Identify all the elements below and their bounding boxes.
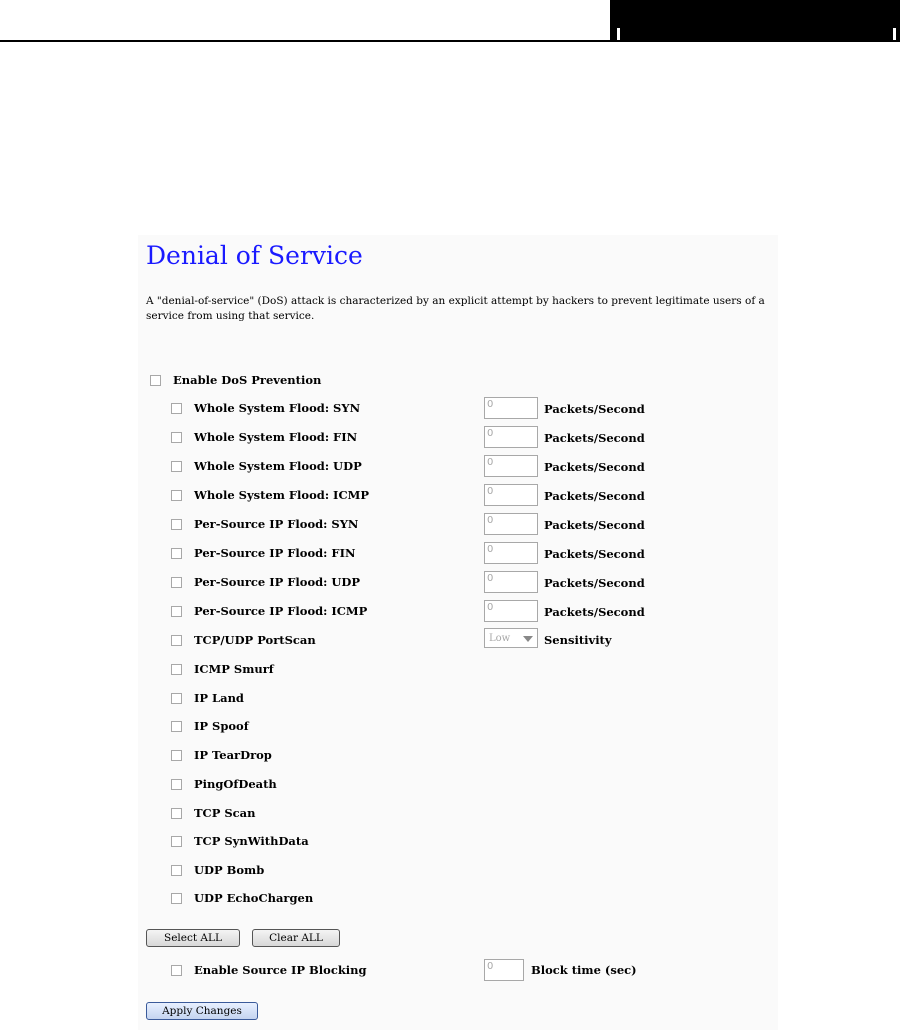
flood-checkbox[interactable] <box>171 461 182 472</box>
flood-rate-input[interactable]: 0 <box>484 571 538 593</box>
flood-label: Per-Source IP Flood: SYN <box>194 517 359 531</box>
attack-row <box>171 716 249 736</box>
attack-row <box>171 688 244 708</box>
attack-row <box>171 860 264 880</box>
attack-label: TCP SynWithData <box>194 834 309 848</box>
attack-label: UDP EchoChargen <box>194 891 314 905</box>
attack-checkbox[interactable] <box>171 693 182 704</box>
header-bar <box>610 0 900 40</box>
attack-checkbox[interactable] <box>171 750 182 761</box>
flood-rate-input[interactable]: 0 <box>484 484 538 506</box>
flood-row <box>171 398 360 418</box>
flood-row <box>171 456 362 476</box>
flood-label: Whole System Flood: FIN <box>194 430 358 444</box>
enable-dos-label: Enable DoS Prevention <box>173 373 322 387</box>
attack-checkbox[interactable] <box>171 808 182 819</box>
portscan-checkbox[interactable] <box>171 635 182 646</box>
page-title: Denial of Service <box>146 241 363 270</box>
page-description: A "denial-of-service" (DoS) attack is characterized by an explicit attempt by hackers to prevent legitimate users of a service from using that service. <box>146 295 765 322</box>
flood-label: Per-Source IP Flood: ICMP <box>194 604 368 618</box>
sensitivity-value: Low <box>489 632 511 644</box>
flood-unit-label: Packets/Second <box>544 547 645 561</box>
source-ip-blocking-checkbox[interactable] <box>171 965 182 976</box>
block-time-input[interactable]: 0 <box>484 959 524 981</box>
flood-unit-label: Packets/Second <box>544 605 645 619</box>
apply-changes-button[interactable]: Apply Changes <box>146 1002 258 1020</box>
flood-label: Per-Source IP Flood: UDP <box>194 575 361 589</box>
attack-checkbox[interactable] <box>171 779 182 790</box>
flood-unit-label: Packets/Second <box>544 518 645 532</box>
flood-label: Whole System Flood: SYN <box>194 401 361 415</box>
attack-label: TCP Scan <box>194 806 256 820</box>
enable-dos-checkbox[interactable] <box>150 375 161 386</box>
flood-row <box>171 543 355 563</box>
sensitivity-label: Sensitivity <box>544 633 612 647</box>
flood-checkbox[interactable] <box>171 432 182 443</box>
portscan-row <box>171 630 316 650</box>
attack-checkbox[interactable] <box>171 721 182 732</box>
select-all-button[interactable]: Select ALL <box>146 929 240 947</box>
flood-checkbox[interactable] <box>171 519 182 530</box>
flood-checkbox[interactable] <box>171 606 182 617</box>
attack-label: IP Spoof <box>194 719 249 733</box>
flood-row <box>171 485 369 505</box>
flood-rate-input[interactable]: 0 <box>484 542 538 564</box>
attack-checkbox[interactable] <box>171 865 182 876</box>
portscan-label: TCP/UDP PortScan <box>194 633 316 647</box>
flood-row <box>171 514 358 534</box>
flood-label: Whole System Flood: UDP <box>194 459 362 473</box>
flood-rate-input[interactable]: 0 <box>484 426 538 448</box>
clear-all-button[interactable]: Clear ALL <box>252 929 340 947</box>
attack-row <box>171 745 272 765</box>
header-bar-notch <box>617 28 620 40</box>
flood-label: Whole System Flood: ICMP <box>194 488 369 502</box>
flood-checkbox[interactable] <box>171 548 182 559</box>
flood-unit-label: Packets/Second <box>544 489 645 503</box>
flood-rate-input[interactable]: 0 <box>484 455 538 477</box>
flood-rate-input[interactable]: 0 <box>484 600 538 622</box>
flood-row <box>171 572 360 592</box>
flood-unit-label: Packets/Second <box>544 460 645 474</box>
header-bar-notch <box>893 28 896 40</box>
flood-unit-label: Packets/Second <box>544 402 645 416</box>
enable-dos-row <box>150 370 321 390</box>
chevron-down-icon <box>523 636 533 642</box>
attack-row <box>171 888 313 908</box>
attack-label: PingOfDeath <box>194 777 277 791</box>
source-ip-blocking-label: Enable Source IP Blocking <box>194 963 367 977</box>
flood-checkbox[interactable] <box>171 403 182 414</box>
flood-rate-input[interactable]: 0 <box>484 397 538 419</box>
block-time-label: Block time (sec) <box>531 963 637 977</box>
source-ip-blocking-row <box>171 960 367 980</box>
attack-label: ICMP Smurf <box>194 662 274 676</box>
attack-row <box>171 831 309 851</box>
attack-row <box>171 803 255 823</box>
flood-checkbox[interactable] <box>171 490 182 501</box>
flood-row <box>171 427 357 447</box>
flood-unit-label: Packets/Second <box>544 431 645 445</box>
attack-row <box>171 774 277 794</box>
attack-label: IP TearDrop <box>194 748 272 762</box>
attack-checkbox[interactable] <box>171 836 182 847</box>
flood-label: Per-Source IP Flood: FIN <box>194 546 356 560</box>
attack-checkbox[interactable] <box>171 664 182 675</box>
header-rule <box>0 40 900 42</box>
attack-row <box>171 659 274 679</box>
flood-checkbox[interactable] <box>171 577 182 588</box>
flood-rate-input[interactable]: 0 <box>484 513 538 535</box>
attack-checkbox[interactable] <box>171 893 182 904</box>
attack-label: UDP Bomb <box>194 863 265 877</box>
attack-label: IP Land <box>194 691 244 705</box>
flood-unit-label: Packets/Second <box>544 576 645 590</box>
flood-row <box>171 601 367 621</box>
sensitivity-select[interactable] <box>484 628 538 648</box>
